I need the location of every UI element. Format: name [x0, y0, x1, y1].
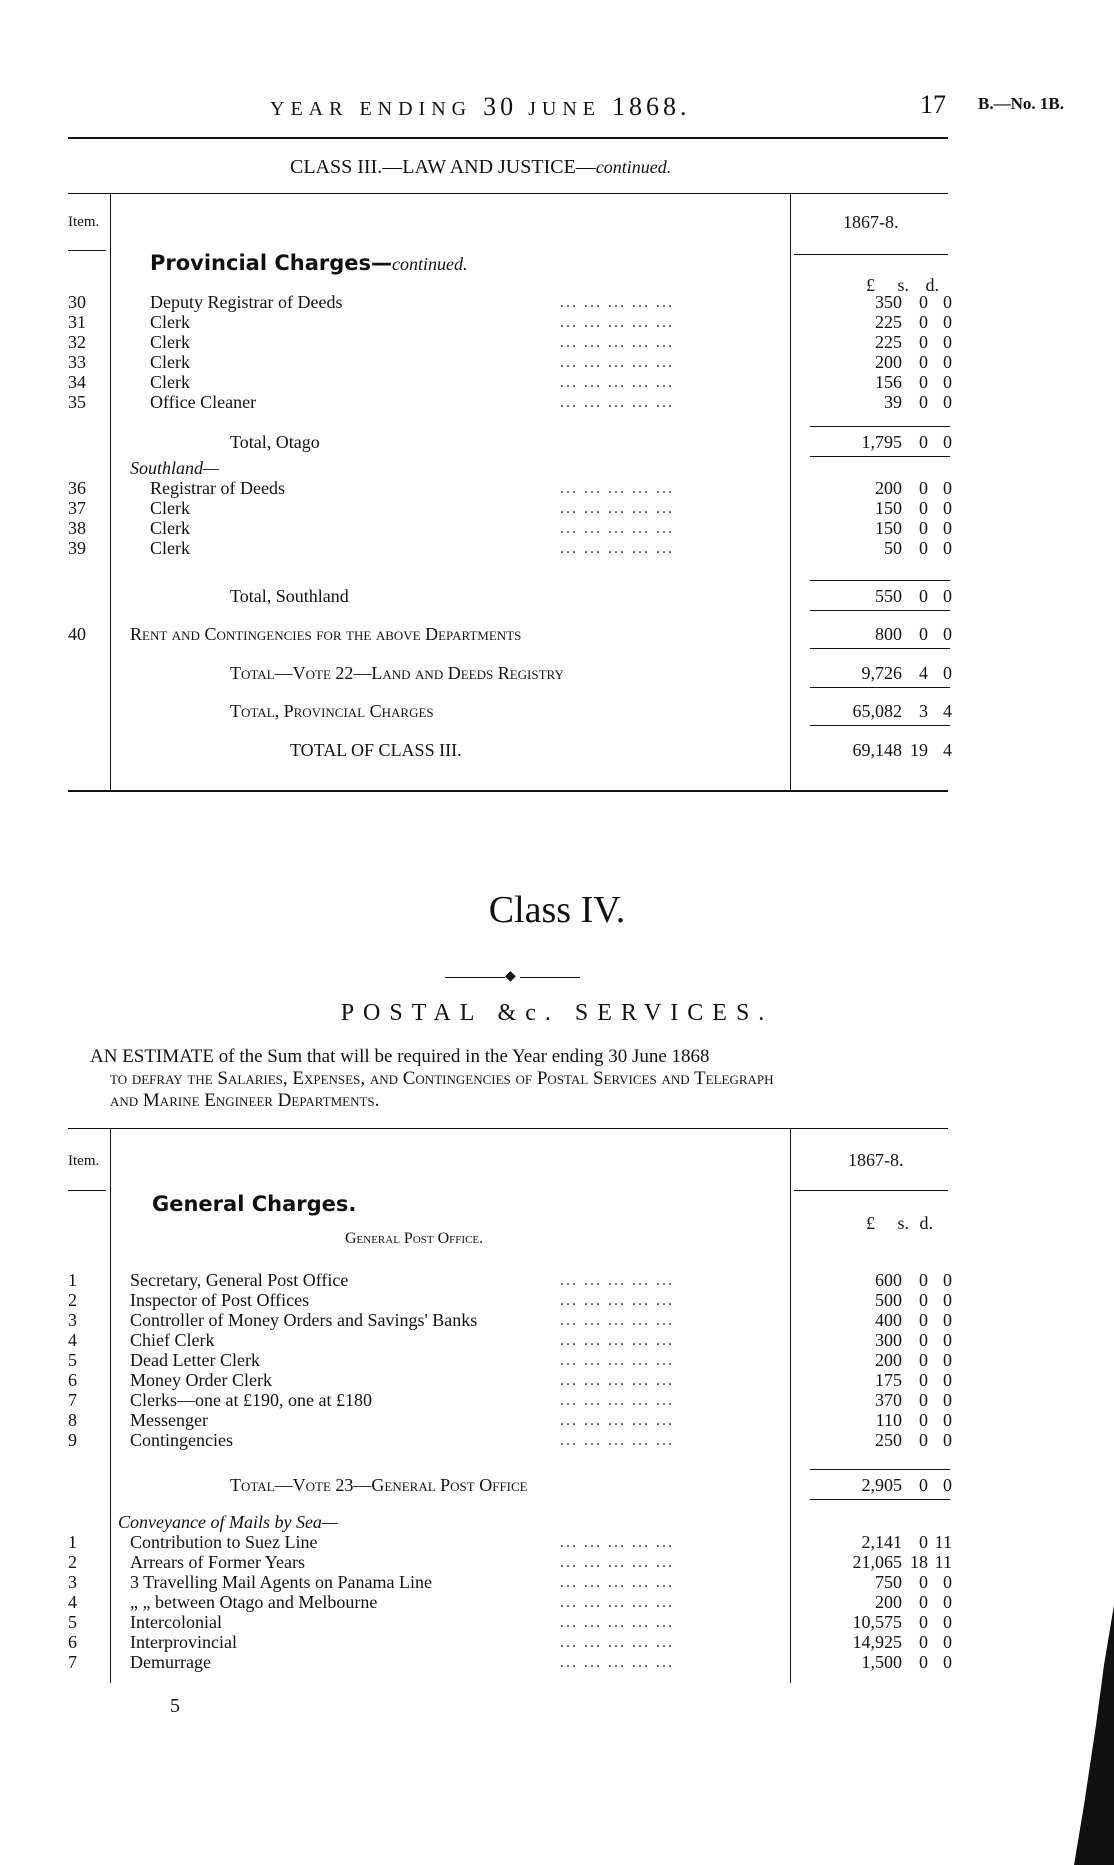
- line-item-description: Dead Letter Clerk: [130, 1350, 260, 1370]
- amount-pounds: 200: [875, 1350, 902, 1370]
- amount-pence: 0: [943, 432, 952, 452]
- line-item-description: Inspector of Post Offices: [130, 1290, 310, 1310]
- total-label: TOTAL OF CLASS III.: [290, 740, 462, 760]
- amount-pence: 0: [943, 1330, 952, 1350]
- amount-shillings: 0: [919, 1270, 928, 1290]
- amount-pounds: 600: [875, 1270, 902, 1290]
- line-item-description: Controller of Money Orders and Savings' Banks: [130, 1310, 478, 1330]
- amount-pounds: 50: [884, 538, 902, 558]
- amount-pence: 0: [943, 624, 952, 644]
- amount-pounds: 800: [875, 624, 902, 644]
- amount-pounds: 225: [875, 312, 902, 332]
- leader-dots: ... ... ... ... ...: [560, 1272, 674, 1289]
- amount-shillings: 0: [919, 392, 928, 412]
- ornament-diamond: ◆: [505, 969, 516, 984]
- line-item-description: 3 Travelling Mail Agents on Panama Line: [130, 1572, 432, 1592]
- amount-shillings: 0: [919, 1475, 928, 1495]
- total-rule-above: [810, 1469, 950, 1470]
- line-item-description: Arrears of Former Years: [130, 1552, 305, 1572]
- amount-pounds: 65,082: [852, 701, 902, 721]
- leader-dots: ... ... ... ... ...: [560, 334, 674, 351]
- leader-dots: ... ... ... ... ...: [560, 1554, 674, 1571]
- amount-pounds: 2,141: [861, 1532, 902, 1552]
- table1-item-col-rule: [110, 193, 111, 790]
- amount-shillings: 0: [919, 624, 928, 644]
- leader-dots: ... ... ... ... ...: [560, 1654, 674, 1671]
- line-item-description: Clerk: [150, 538, 190, 558]
- leader-dots: ... ... ... ... ...: [560, 1614, 674, 1631]
- leader-dots: ... ... ... ... ...: [560, 394, 674, 411]
- line-item-description: Chief Clerk: [130, 1330, 215, 1350]
- item-number: 5: [68, 1612, 77, 1632]
- amount-pence: 0: [943, 518, 952, 538]
- amount-pounds: 500: [875, 1290, 902, 1310]
- class4-subtitle: POSTAL &c. SERVICES.: [340, 1000, 774, 1026]
- total-rule-below: [810, 687, 950, 688]
- total-rule-below: [810, 610, 950, 611]
- amount-shillings: 0: [919, 478, 928, 498]
- line-item-description: Clerk: [150, 312, 190, 332]
- amount-shillings: 0: [919, 1612, 928, 1632]
- leader-dots: ... ... ... ... ...: [560, 480, 674, 497]
- total-rule-below: [810, 1499, 950, 1500]
- item-number: 1: [68, 1532, 77, 1552]
- amount-pence: 0: [943, 1632, 952, 1652]
- amount-shillings: 4: [919, 663, 928, 683]
- amount-pounds: 69,148: [852, 740, 902, 760]
- scan-edge-shadow: [1074, 1605, 1114, 1865]
- item-number: 6: [68, 1370, 77, 1390]
- amount-pence: 0: [943, 292, 952, 312]
- running-title: YEAR ENDING 30 JUNE 1868.: [270, 92, 691, 121]
- amount-pounds: 750: [875, 1572, 902, 1592]
- amount-pence: 0: [943, 1310, 952, 1330]
- amount-pence: 0: [943, 392, 952, 412]
- amount-pounds: 370: [875, 1390, 902, 1410]
- amount-shillings: 0: [919, 432, 928, 452]
- amount-pence: 11: [934, 1552, 952, 1572]
- amount-pence: 0: [943, 1430, 952, 1450]
- leader-dots: ... ... ... ... ...: [560, 1292, 674, 1309]
- amount-pence: 0: [943, 498, 952, 518]
- amount-pence: 0: [943, 1572, 952, 1592]
- amount-shillings: 0: [919, 1632, 928, 1652]
- amount-pounds: 225: [875, 332, 902, 352]
- line-item-description: Clerk: [150, 332, 190, 352]
- amount-shillings: 0: [919, 1390, 928, 1410]
- table1-bottom-rule: [68, 790, 948, 792]
- amount-shillings: 0: [919, 1370, 928, 1390]
- total-rule-below: [810, 725, 950, 726]
- amount-shillings: 0: [919, 498, 928, 518]
- amount-pence: 0: [943, 1592, 952, 1612]
- line-item-description: Clerk: [150, 518, 190, 538]
- line-item-description: Clerks—one at £190, one at £180: [130, 1390, 372, 1410]
- amount-shillings: 0: [919, 1572, 928, 1592]
- table2-item-head-rule: [68, 1190, 106, 1191]
- item-number: 9: [68, 1430, 77, 1450]
- amount-pounds: 550: [875, 586, 902, 606]
- amount-pounds: 39: [884, 392, 902, 412]
- amount-pounds: 1,500: [861, 1652, 902, 1672]
- amount-pounds: 150: [875, 518, 902, 538]
- item-number: 5: [68, 1350, 77, 1370]
- document-reference: B.—No. 1B.: [978, 94, 1064, 113]
- amount-pence: 0: [943, 1475, 952, 1495]
- amount-pounds: 200: [875, 478, 902, 498]
- leader-dots: ... ... ... ... ...: [560, 500, 674, 517]
- class4-title: Class IV.: [488, 889, 626, 931]
- line-item-description: Intercolonial: [130, 1612, 222, 1632]
- item-number: 2: [68, 1290, 77, 1310]
- table1-amount-col-rule: [790, 193, 791, 790]
- amount-pence: 0: [943, 478, 952, 498]
- amount-shillings: 0: [919, 1592, 928, 1612]
- amount-pence: 0: [943, 1390, 952, 1410]
- year-column-header: 1867-8.: [843, 212, 899, 232]
- amount-pounds: 110: [875, 1410, 902, 1430]
- table1-year-head-rule: [794, 254, 948, 255]
- amount-shillings: 0: [919, 1532, 928, 1552]
- signature-mark: 5: [170, 1695, 180, 1717]
- amount-pence: 11: [934, 1532, 952, 1552]
- estimate-line-2: to defray the Salaries, Expenses, and Contingencies of Postal Services and Telegraph: [110, 1068, 774, 1089]
- total-label: Total—Vote 23—General Post Office: [230, 1475, 528, 1495]
- line-item-description: Contingencies: [130, 1430, 233, 1450]
- leader-dots: ... ... ... ... ...: [560, 1372, 674, 1389]
- section-heading: Provincial Charges—continued.: [150, 251, 468, 275]
- amount-shillings: 0: [919, 1330, 928, 1350]
- total-rule-below: [810, 648, 950, 649]
- amount-pounds: 1,795: [861, 432, 902, 452]
- amount-shillings: 18: [910, 1552, 928, 1572]
- item-number: 33: [68, 352, 86, 372]
- item-number: 37: [68, 498, 86, 518]
- line-item-description: Clerk: [150, 352, 190, 372]
- leader-dots: ... ... ... ... ...: [560, 1574, 674, 1591]
- total-label: Total, Southland: [230, 586, 349, 606]
- line-item-description: Registrar of Deeds: [150, 478, 285, 498]
- item-number: 7: [68, 1652, 77, 1672]
- table2-top-rule: [68, 1128, 948, 1129]
- total-rule-above: [810, 426, 950, 427]
- leader-dots: ... ... ... ... ...: [560, 1432, 674, 1449]
- amount-pounds: 350: [875, 292, 902, 312]
- total-label: Total, Provincial Charges: [230, 701, 434, 721]
- amount-pence: 0: [943, 1370, 952, 1390]
- leader-dots: ... ... ... ... ...: [560, 540, 674, 557]
- table1-top-rule: [68, 193, 948, 194]
- lsd-header: £ s. d.: [866, 275, 940, 295]
- total-rule-above: [810, 580, 950, 581]
- line-item-description: Secretary, General Post Office: [130, 1270, 349, 1290]
- amount-shillings: 0: [919, 1430, 928, 1450]
- leader-dots: ... ... ... ... ...: [560, 354, 674, 371]
- item-number: 38: [68, 518, 86, 538]
- amount-shillings: 0: [919, 332, 928, 352]
- amount-shillings: 0: [919, 1310, 928, 1330]
- amount-pounds: 200: [875, 352, 902, 372]
- amount-pence: 0: [943, 1270, 952, 1290]
- amount-pence: 0: [943, 1410, 952, 1430]
- item-number: 4: [68, 1330, 77, 1350]
- amount-shillings: 0: [919, 538, 928, 558]
- table2-year-head-rule: [794, 1190, 948, 1191]
- item-number: 6: [68, 1632, 77, 1652]
- table2-amount-col-rule: [790, 1128, 791, 1683]
- class3-title: CLASS III.—LAW AND JUSTICE—continued.: [290, 156, 672, 178]
- amount-pounds: 400: [875, 1310, 902, 1330]
- amount-shillings: 0: [919, 1410, 928, 1430]
- amount-shillings: 0: [919, 352, 928, 372]
- item-number: 34: [68, 372, 86, 392]
- subsection-heading: Southland—: [130, 458, 220, 478]
- item-number: 39: [68, 538, 86, 558]
- amount-pounds: 2,905: [861, 1475, 902, 1495]
- leader-dots: ... ... ... ... ...: [560, 1392, 674, 1409]
- leader-dots: ... ... ... ... ...: [560, 1332, 674, 1349]
- amount-pounds: 150: [875, 498, 902, 518]
- leader-dots: ... ... ... ... ...: [560, 520, 674, 537]
- leader-dots: ... ... ... ... ...: [560, 1534, 674, 1551]
- leader-dots: ... ... ... ... ...: [560, 1312, 674, 1329]
- amount-pounds: 300: [875, 1330, 902, 1350]
- line-item-description: Clerk: [150, 372, 190, 392]
- line-item-description: Interprovincial: [130, 1632, 237, 1652]
- amount-pounds: 250: [875, 1430, 902, 1450]
- amount-shillings: 0: [919, 586, 928, 606]
- item-number: 7: [68, 1390, 77, 1410]
- total-label: Rent and Contingencies for the above Departments: [130, 624, 522, 644]
- table2-item-col-rule: [110, 1128, 111, 1683]
- leader-dots: ... ... ... ... ...: [560, 1412, 674, 1429]
- amount-pounds: 9,726: [861, 663, 902, 683]
- item-column-header: Item.: [68, 214, 100, 230]
- estimate-line-1: AN ESTIMATE of the Sum that will be required in the Year ending 30 June 1868: [90, 1046, 710, 1067]
- item-number: 3: [68, 1572, 77, 1592]
- line-item-description: Clerk: [150, 498, 190, 518]
- leader-dots: ... ... ... ... ...: [560, 1352, 674, 1369]
- item-number: 30: [68, 292, 86, 312]
- item-number: 8: [68, 1410, 77, 1430]
- item-column-header: Item.: [68, 1153, 100, 1169]
- line-item-description: Contribution to Suez Line: [130, 1532, 318, 1552]
- item-number: 32: [68, 332, 86, 352]
- amount-shillings: 0: [919, 518, 928, 538]
- amount-shillings: 19: [910, 740, 928, 760]
- leader-dots: ... ... ... ... ...: [560, 314, 674, 331]
- item-number: 3: [68, 1310, 77, 1330]
- year-column-header: 1867-8.: [848, 1150, 904, 1170]
- estimate-line-3: and Marine Engineer Departments.: [110, 1090, 380, 1111]
- amount-pence: 0: [943, 538, 952, 558]
- leader-dots: ... ... ... ... ...: [560, 1594, 674, 1611]
- amount-pounds: 156: [875, 372, 902, 392]
- item-number: 35: [68, 392, 86, 412]
- line-item-description: „ „ between Otago and Melbourne: [130, 1592, 378, 1612]
- amount-pence: 0: [943, 1652, 952, 1672]
- sub-section-heading: General Post Office.: [345, 1230, 484, 1247]
- item-number: 40: [68, 624, 86, 644]
- item-number: 1: [68, 1270, 77, 1290]
- line-item-description: Office Cleaner: [150, 392, 257, 412]
- amount-pounds: 200: [875, 1592, 902, 1612]
- header-rule: [68, 137, 948, 139]
- amount-pounds: 14,925: [852, 1632, 902, 1652]
- ornament-left: [445, 977, 505, 978]
- item-number: 31: [68, 312, 86, 332]
- table1-item-head-rule: [68, 250, 106, 251]
- total-label: Total—Vote 22—Land and Deeds Registry: [230, 663, 564, 683]
- line-item-description: Demurrage: [130, 1652, 211, 1672]
- amount-pence: 0: [943, 586, 952, 606]
- section-heading: General Charges.: [152, 1192, 357, 1216]
- line-item-description: Messenger: [130, 1410, 208, 1430]
- amount-pounds: 21,065: [852, 1552, 902, 1572]
- total-label: Total, Otago: [230, 432, 320, 452]
- amount-pence: 0: [943, 1290, 952, 1310]
- amount-shillings: 0: [919, 292, 928, 312]
- amount-pounds: 175: [875, 1370, 902, 1390]
- item-number: 4: [68, 1592, 77, 1612]
- leader-dots: ... ... ... ... ...: [560, 1634, 674, 1651]
- line-item-description: Money Order Clerk: [130, 1370, 272, 1390]
- amount-pence: 0: [943, 312, 952, 332]
- amount-pence: 0: [943, 1350, 952, 1370]
- subsection-heading: Conveyance of Mails by Sea—: [118, 1512, 338, 1532]
- amount-pence: 0: [943, 1612, 952, 1632]
- line-item-description: Deputy Registrar of Deeds: [150, 292, 343, 312]
- amount-pence: 0: [943, 352, 952, 372]
- amount-pence: 4: [943, 701, 952, 721]
- page-number: 17: [920, 90, 946, 119]
- amount-pence: 0: [943, 372, 952, 392]
- total-rule-below: [810, 456, 950, 457]
- ornament-right: [520, 977, 580, 978]
- amount-shillings: 0: [919, 1350, 928, 1370]
- amount-pence: 4: [943, 740, 952, 760]
- item-number: 36: [68, 478, 86, 498]
- item-number: 2: [68, 1552, 77, 1572]
- leader-dots: ... ... ... ... ...: [560, 374, 674, 391]
- lsd-header: £ s. d.: [866, 1213, 934, 1233]
- amount-shillings: 0: [919, 1290, 928, 1310]
- amount-shillings: 0: [919, 1652, 928, 1672]
- amount-pounds: 10,575: [852, 1612, 902, 1632]
- amount-pence: 0: [943, 663, 952, 683]
- amount-shillings: 0: [919, 312, 928, 332]
- amount-shillings: 0: [919, 372, 928, 392]
- leader-dots: ... ... ... ... ...: [560, 294, 674, 311]
- amount-shillings: 3: [919, 701, 928, 721]
- amount-pence: 0: [943, 332, 952, 352]
